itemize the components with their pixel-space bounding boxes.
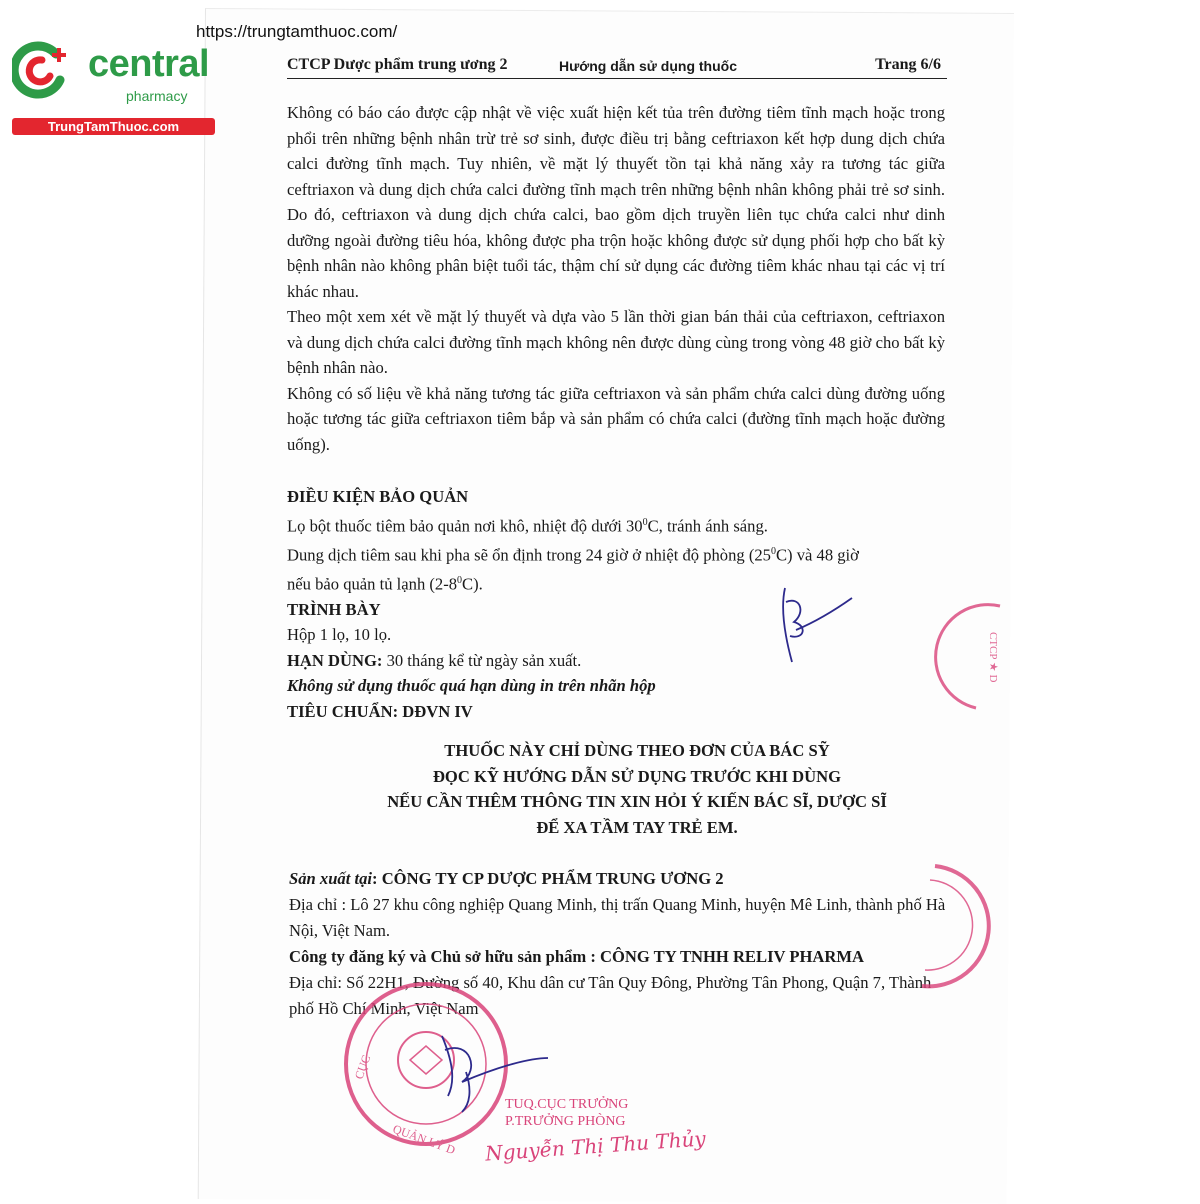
official-seal-icon (346, 984, 506, 1157)
logo-site-bar: TrungTamThuoc.com (12, 118, 215, 135)
edge-stamp-text: CTCP ★ D (987, 632, 999, 683)
storage-line: Dung dịch tiêm sau khi pha sẽ ổn định trong 24 giờ ở nhiệt độ phòng $(25^0C)$ và 48 giờ (287, 545, 859, 565)
edge-stamp-icon (936, 605, 1000, 708)
expiry-warning: Không sử dụng thuốc quá hạn dùng in trên nhãn hộp (287, 676, 656, 696)
notice-line: ĐỌC KỸ HƯỚNG DẪN SỬ DỤNG TRƯỚC KHI DÙNG (432, 766, 842, 786)
paragraph: Không có số liệu về khả năng tương tác giữa ceftriaxon và sản phẩm chứa calci dùng đường uống hoặc tương tác giữa ceftriaxon tiêm bắp và sản phẩm có chứa calci (đường tĩnh mạch hoặc đường uống). (287, 383, 945, 454)
presentation-heading: TRÌNH BÀY (287, 599, 381, 619)
header-page-number: Trang 6/6 (875, 56, 941, 73)
header-doc-title: Hướng dẫn sử dụng thuốc (559, 58, 737, 74)
header-company: CTCP Dược phẩm trung ương 2 (287, 56, 508, 73)
storage-line: nếu bảo quản tủ lạnh $(2-8^0C)$. (287, 574, 483, 594)
seal-text-bottom: QUẢN LÝ D (390, 1121, 458, 1158)
initial-signature-icon (783, 588, 852, 662)
storage-line: Lọ bột thuốc tiêm bảo quản nơi khô, nhiệt độ dưới $30^0C$, tránh ánh sáng. (287, 516, 768, 536)
notice-line: ĐỂ XA TẦM TAY TRẺ EM. (536, 817, 738, 837)
logo-name: central (88, 43, 210, 85)
expiry-label: HẠN DÙNG: (287, 650, 383, 670)
logo-subtitle: pharmacy (126, 88, 188, 104)
approval-line: TUQ.CỤC TRƯỞNG (505, 1097, 629, 1112)
signer-name: Nguyễn Thị Thu Thủy (484, 1126, 707, 1166)
notice-line: NẾU CẦN THÊM THÔNG TIN XIN HỎI Ý KIẾN BÁC SĨ, DƯỢC SĨ (387, 792, 887, 811)
storage-heading: ĐIỀU KIỆN BẢO QUẢN (287, 487, 469, 506)
standard-line: TIÊU CHUẨN: DĐVN IV (287, 701, 473, 721)
edge-stamp-icon (922, 866, 989, 986)
seal-text-left: CỤC (351, 1053, 374, 1082)
paragraph: Không có báo cáo được cập nhật về việc xuất hiện kết tủa trên đường tiêm tĩnh mạch hoặc trong phổi trên những bệnh nhân trừ trẻ sơ sinh, được điều trị bằng ceftriaxon kết hợp dung dịch chứa calci đường tĩnh mạch. Tuy nhiên, về mặt lý thuyết tồn tại khả năng xảy ra tương tác giữa ceftriaxon và dung dịch chứa calci đường tĩnh mạch trên những bệnh nhân không phải trẻ sơ sinh. Do đó, ceftriaxon và dung dịch chứa calci, bao gồm dịch truyền liên tục chứa calci như dinh dưỡng ngoài đường tiêu hóa, không được pha trộn hoặc không được sử dụng phối hợp cho bất kỳ bệnh nhân nào không phân biệt tuổi tác, thậm chí sử dụng các đường tiêm khác nhau tại các vị trí khác nhau. (287, 103, 945, 301)
approval-line: P.TRƯỞNG PHÒNG (505, 1114, 626, 1129)
paragraph: Theo một xem xét về mặt lý thuyết và dựa vào 5 lần thời gian bán thải của ceftriaxon, ceftriaxon và dung dịch chứa calci đường tĩnh mạch không nên được dùng cùng trong vòng 48 giờ cho bất kỳ bệnh nhân nào. (287, 307, 945, 377)
presentation-text: Hộp 1 lọ, 10 lọ. (287, 625, 392, 645)
manufacturer-line: Sản xuất tại: CÔNG TY CP DƯỢC PHẨM TRUNG ƯƠNG 2 (289, 869, 724, 888)
registrant-address: Địa chỉ: Số 22H1, Đường số 40, Khu dân cư Tân Quy Đông, Phường Tân Phong, Quận 7, Thành phố Hồ Chí Minh, Việt Nam (289, 973, 932, 1018)
manufacturer-address: Địa chỉ : Lô 27 khu công nghiệp Quang Minh, thị trấn Quang Minh, huyện Mê Linh, thành phố Hà Nội, Việt Nam. (289, 895, 946, 940)
notice-line: THUỐC NÀY CHỈ DÙNG THEO ĐƠN CỦA BÁC SỸ (444, 741, 830, 760)
expiry-text: 30 tháng kể từ ngày sản xuất. (386, 650, 582, 670)
site-url[interactable]: https://trungtamthuoc.com/ (196, 22, 398, 41)
registrant-line: Công ty đăng ký và Chủ sở hữu sản phẩm : CÔNG TY TNHH RELIV PHARMA (289, 947, 865, 966)
